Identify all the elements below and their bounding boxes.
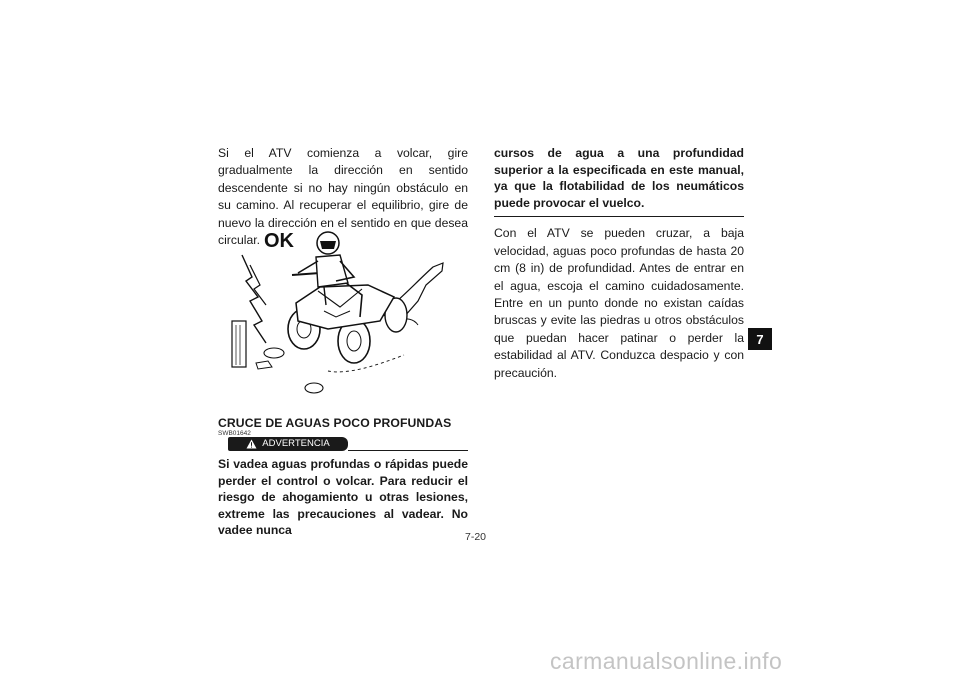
watermark: carmanualsonline.info — [550, 648, 783, 674]
intro-paragraph: Si el ATV comienza a volcar, gire gradualmente la dirección en sentido descendente si no hay ningún obstáculo en su camino. Al recuperar el equilibrio, gire de nuevo la dirección en el sentido en que desea circular. — [218, 146, 468, 248]
body-paragraph: Con el ATV se pueden cruzar, a baja velocidad, aguas poco profundas de hasta 20 cm (8 in) de profundidad. Antes de entrar en el agua, escoja el camino cuidadosamente. Entre en un punto donde no existan caídas bruscas y evite las piedras u otros obstáculos que puedan hacer patinar o perder la estabilidad al ATV. Conduzca despacio y con precaución. — [494, 226, 744, 380]
ok-label: OK — [264, 230, 294, 252]
warning-end-rule — [494, 216, 744, 217]
right-column — [494, 145, 744, 382]
page-number: 7-20 — [465, 531, 487, 543]
warning-rule — [348, 450, 468, 451]
section-code: SWB01642 — [218, 430, 251, 437]
warning-continuation: cursos de agua a una profundidad superior a la especificada en este manual, ya que la flotabilidad de los neumáticos puede provocar el vuelco. — [494, 146, 744, 210]
chapter-tab: 7 — [748, 328, 772, 350]
atv-illustration — [228, 225, 458, 405]
warning-triangle-icon — [246, 439, 257, 449]
warning-label: ADVERTENCIA — [262, 438, 330, 449]
warning-badge — [228, 437, 348, 451]
warning-header — [218, 437, 468, 452]
atv-rider-drawing — [228, 225, 458, 405]
warning-text: Si vadea aguas profundas o rápidas puede perder el control o volcar. Para reducir el riesgo de ahogamiento u otras lesiones, extreme las precauciones al vadear. No vadee nunca — [218, 457, 468, 538]
section-title: CRUCE DE AGUAS POCO PROFUNDAS — [218, 416, 452, 430]
